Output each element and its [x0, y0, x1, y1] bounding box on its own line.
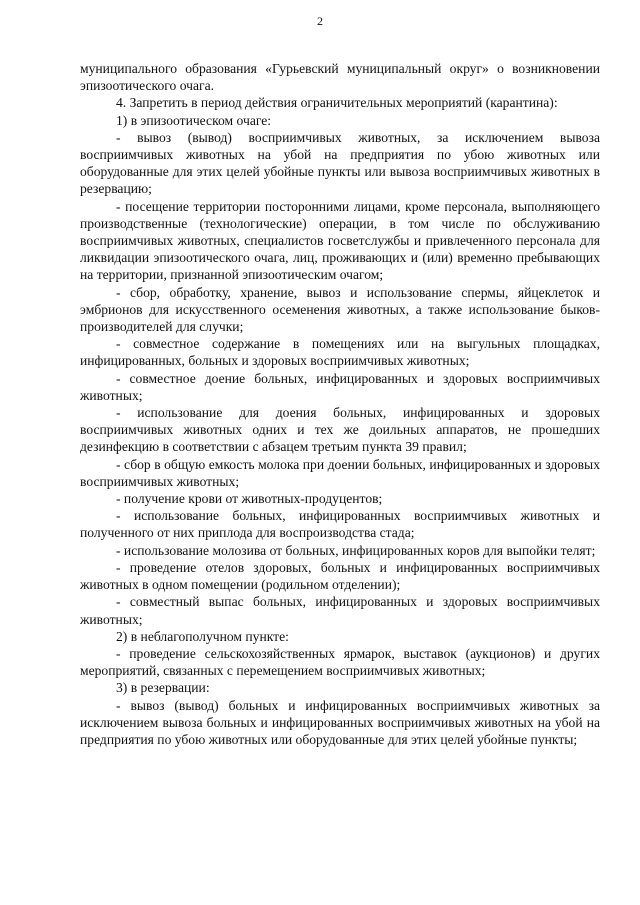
list-item: - сбор в общую емкость молока при доении больных, инфицированных и здоровых восприимчивых животных; [80, 456, 600, 489]
paragraph-item-4: 4. Запретить в период действия ограничительных мероприятий (карантина): [116, 95, 558, 111]
list-item: - вывоз (вывод) восприимчивых животных, за исключением вывоза восприимчивых животных на убой на предприятия по убою животных или оборудованные для этих целей убойные пункты или вывоза восприимчивых животных в резервацию; [80, 129, 600, 197]
list-item: - использование молозива от больных, инфицированных коров для выпойки телят; [116, 542, 596, 558]
subheading-reservation: 3) в резервации: [116, 680, 210, 696]
page-number: 2 [317, 14, 323, 28]
list-item: - совместное доение больных, инфицированных и здоровых восприимчивых животных; [80, 370, 600, 403]
subheading-unfavorable-point: 2) в неблагополучном пункте: [116, 628, 289, 644]
list-item: - совместное содержание в помещениях или на выгульных площадках, инфицированных, больных и здоровых восприимчивых животных; [80, 336, 600, 369]
list-item: - использование больных, инфицированных восприимчивых животных и полученного от них приплода для воспроизводства стада; [80, 508, 600, 541]
list-item: - совместный выпас больных, инфицированных и здоровых восприимчивых животных; [80, 594, 600, 627]
list-item: - проведение отелов здоровых, больных и инфицированных восприимчивых животных в одном помещении (родильном отделении); [80, 559, 600, 593]
list-item: - вывоз (вывод) больных и инфицированных восприимчивых животных за исключением вывоза больных и инфицированных восприимчивых животных на убой на предприятия по убою животных или оборудованные для этих целей убойные пункты; [80, 697, 600, 747]
document-body [80, 60, 600, 748]
list-item: - использование для доения больных, инфицированных и здоровых восприимчивых животных одних и тех же доильных аппаратов, не прошедших дезинфекцию в соответствии с абзацем третьим пункта 39 правил; [80, 405, 600, 455]
list-item: - проведение сельскохозяйственных ярмарок, выставок (аукционов) и других мероприятий, связанных с перемещением восприимчивых животных; [80, 645, 600, 679]
list-item: - получение крови от животных-продуцентов; [116, 491, 383, 507]
list-item: - посещение территории посторонними лицами, кроме персонала, выполняющего производственные (технологические) операции, в том числе по обслуживанию восприимчивых животных, специалистов госветслужбы и привлеченного персонала для ликвидации эпизоотического очага, лиц, проживающих и (или) временно пребывающих на территории, признанной эпизоотическим очагом; [80, 198, 600, 283]
list-item: - сбор, обработку, хранение, вывоз и использование спермы, яйцеклеток и эмбрионов для искусственного осеменения животных, а также использование быков-производителей для случки; [80, 284, 600, 335]
subheading-focus: 1) в эпизоотическом очаге: [116, 112, 272, 128]
paragraph-intro: муниципального образования «Гурьевский муниципальный округ» о возникновении эпизоотического очага. [80, 61, 600, 94]
